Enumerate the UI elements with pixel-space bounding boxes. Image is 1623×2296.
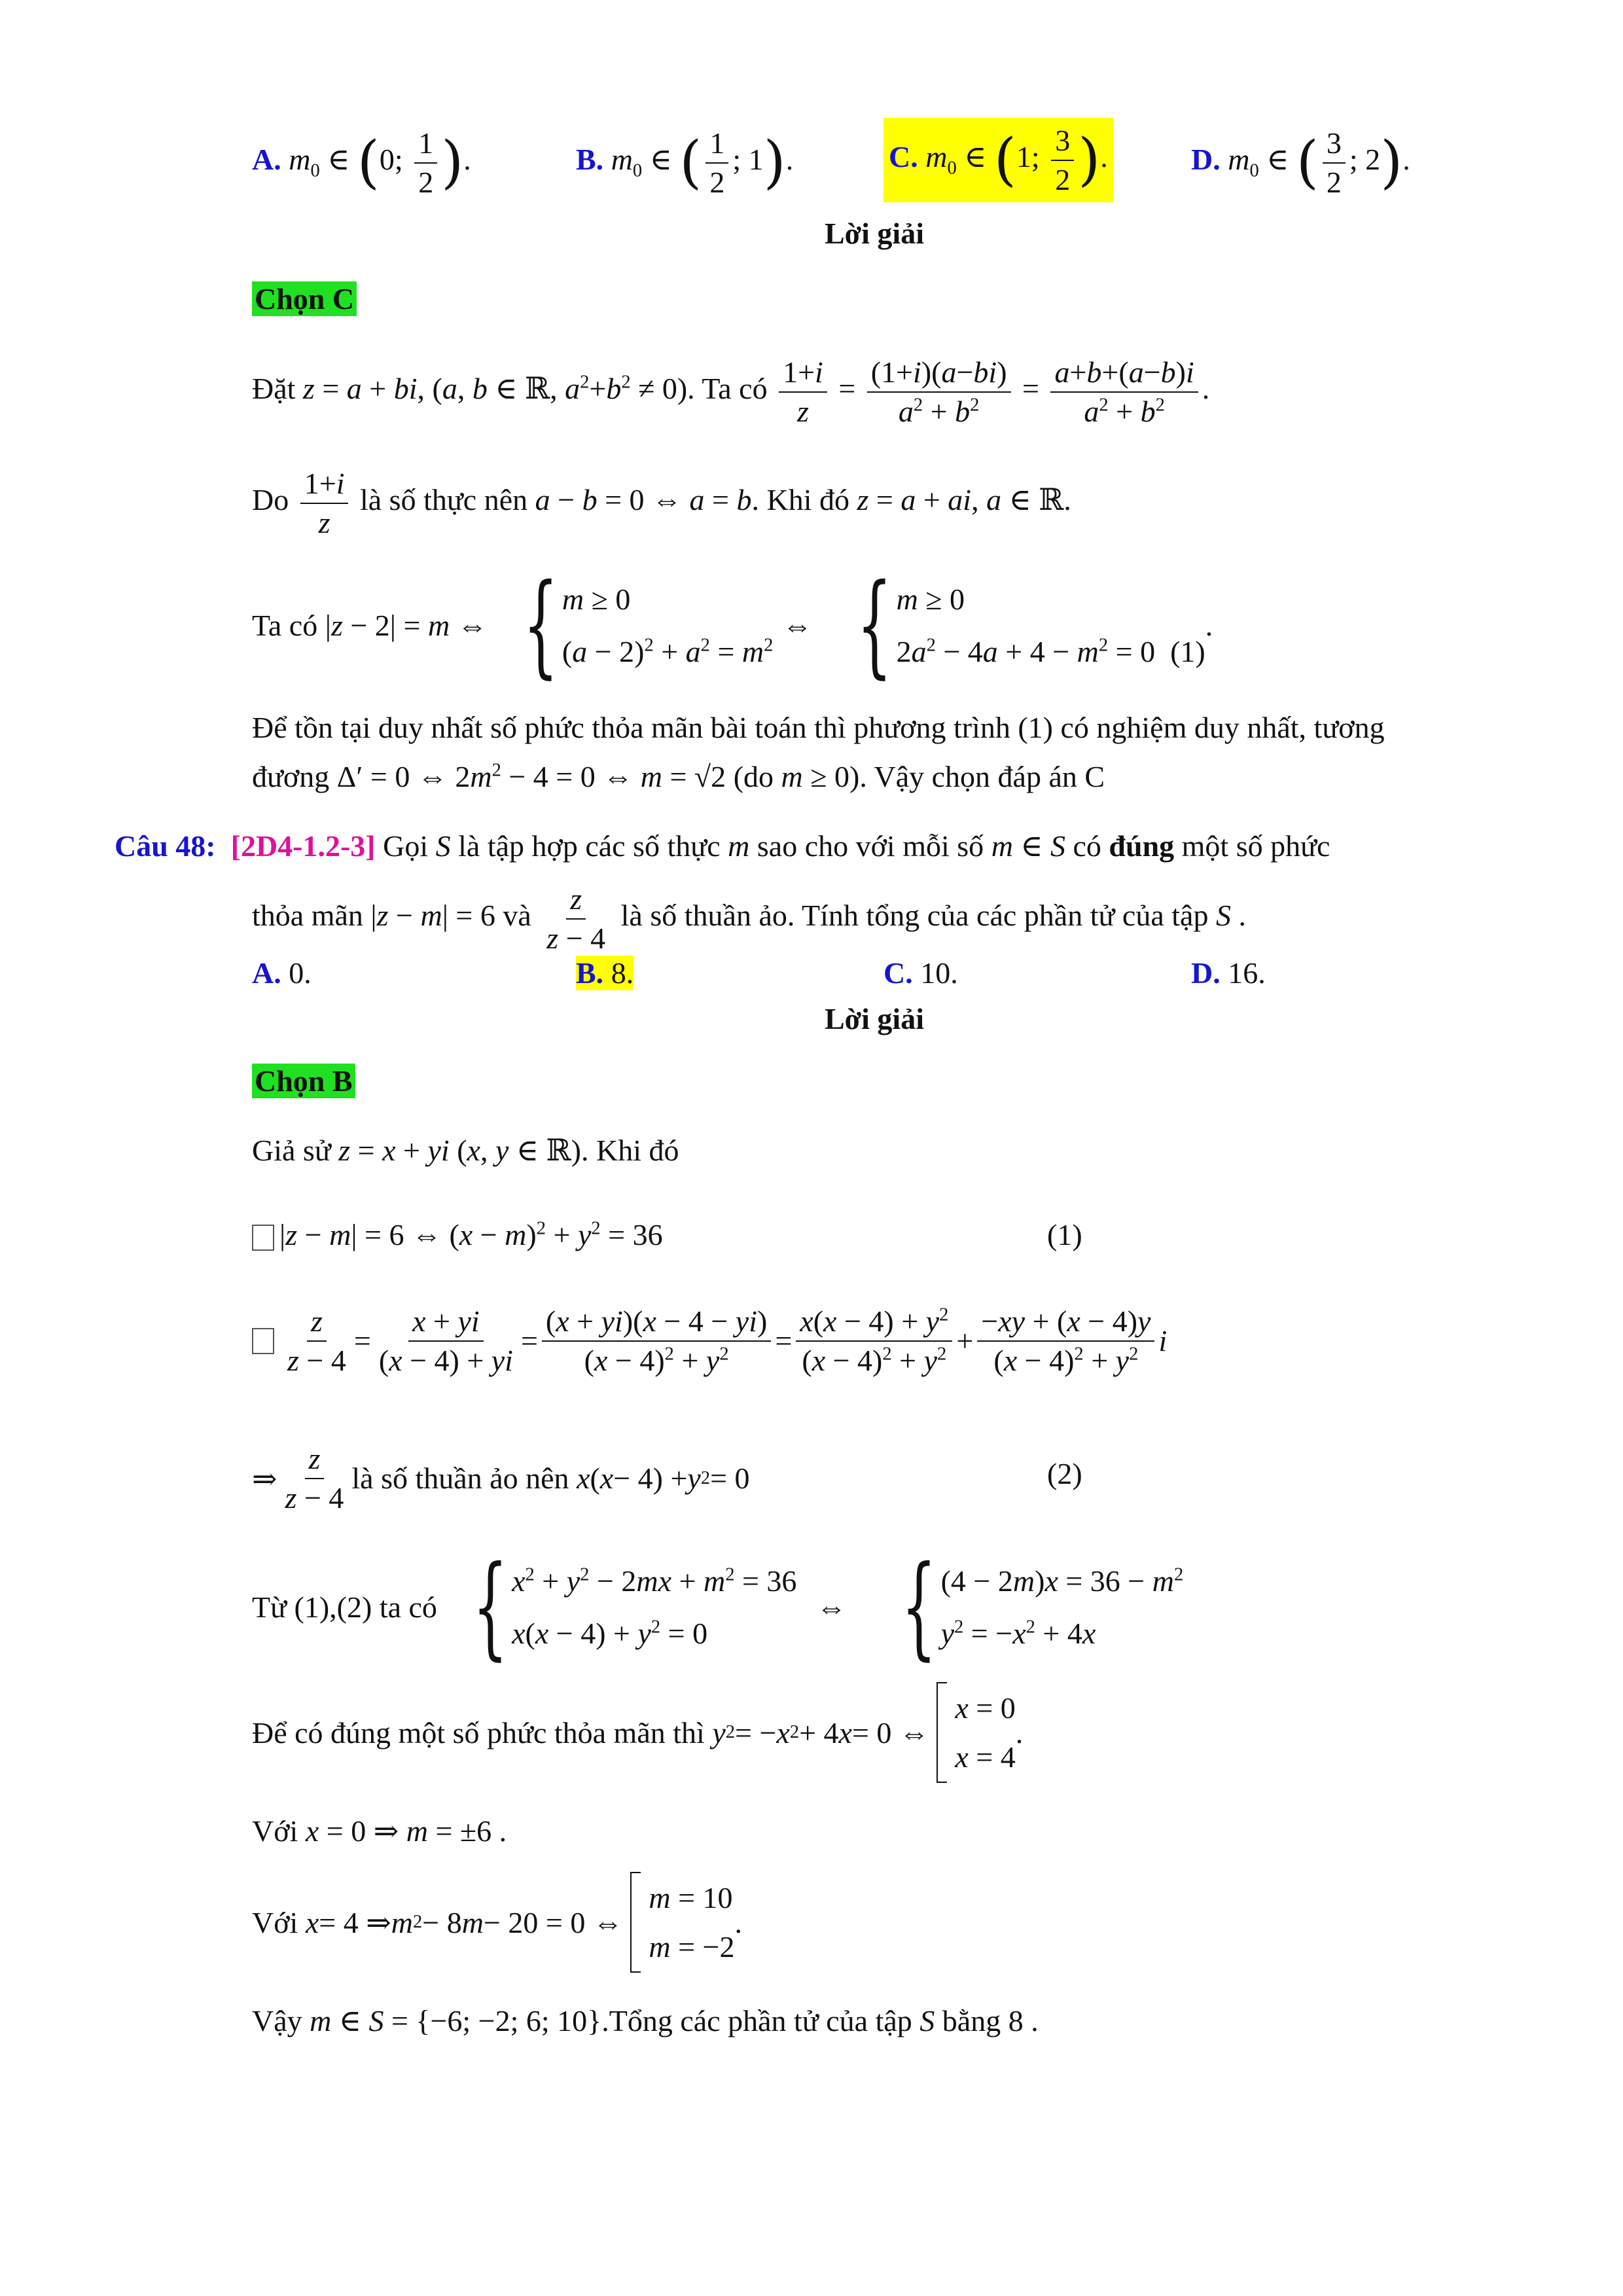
q48-option-d: D. 16. (1191, 956, 1266, 990)
solution-heading-1: Lời giải (825, 217, 924, 250)
question-48-label: Câu 48: (115, 829, 216, 863)
option-a: A. $m_0$ ∈ (0; $\frac{1}{2}$ ). (252, 124, 471, 201)
chon-b-badge: Chọn B (252, 1064, 355, 1098)
solution-heading-2: Lời giải (825, 1002, 924, 1035)
line-voi-x4: Với x = 4 ⇒ m 2 − 8 m − 20 = 0 ⇔ m = 10 m = −2 . (252, 1872, 742, 1973)
eq2-label: (2) (1047, 1457, 1082, 1490)
option-c-label: C. (889, 140, 918, 174)
option-b: B. $m_0$ ∈ ( $\frac{1}{2}$ ; 1). (576, 124, 793, 201)
line-vay: Vậy m ∈ S = {−6; −2; 6; 10}.Tổng các phần tử của tập S bằng 8 . (252, 2004, 1039, 2037)
option-d: D. $m_0$ ∈ ( $\frac{3}{2}$ ; 2). (1191, 124, 1410, 201)
line-eq2: ⇒ $\frac{z}{z - 4}$ là số thuần ảo nên x ( x − 4) + y 2 = 0 (252, 1440, 750, 1516)
option-d-label: D. (1191, 143, 1221, 177)
eq1-label: (1) (1047, 1218, 1082, 1251)
question-48-line1: Câu 48: [2D4-1.2-3] Gọi S là tập hợp các số thực m sao cho với mỗi số m ∈ S có đúng một số phức (115, 829, 1330, 863)
chon-c-badge: Chọn C (252, 281, 357, 316)
line-fraction-expansion: $\frac{z}{z - 4}$ = $\frac{x + yi}{(x - 4) + yi}$ = $\frac{(x + yi)(x - 4 - yi)}{(x - 4)^2 + y^2}$ = $\frac{x(x - 4) + y^2}{(x - 4)^2 + y^2}$ + $\frac{-xy + (x - 4)y}{(x - 4)^2 + y^2}$ i (252, 1302, 1167, 1379)
line-gia-su: Giả sử z = x + yi (x, y ∈ ℝ). Khi đó (252, 1134, 679, 1167)
q48-option-a: A. 0. (252, 956, 312, 990)
option-c-correct: C. $m_0$ ∈ (1; $\frac{3}{2}$ ). (883, 118, 1113, 202)
line-de-co-dung: Để có đúng một số phức thỏa mãn thì y 2 = − x 2 + 4 x = 0 ⇔ x = 0 x = 4 . (252, 1682, 1023, 1783)
option-b-label: B. (576, 143, 604, 177)
line-tuong-duong: đương Δ′ = 0 ⇔ $2m^2 - 4 = 0$ ⇔ m = √2 (do m ≥ 0). Vậy chọn đáp án C (252, 760, 1105, 793)
option-a-label: A. (252, 143, 281, 177)
question-48-code: [2D4-1.2-3] (230, 829, 376, 863)
line-voi-x0: Với x = 0 ⇒ m = ±6 . (252, 1814, 507, 1848)
line-dat: Đặt z = a + bi, (a, b ∈ ℝ, $a^2+b^2 \ne 0$). Ta có $\frac{1+i}{z}$ = $\frac{(1+i)(a-bi)}{a^2 + b^2}$ = $\frac{a+b+(a-b)i}{a^2 + b^2}$ . (252, 353, 1209, 430)
line-de-ton-tai: Để tồn tại duy nhất số phức thỏa mãn bài toán thì phương trình (1) có nghiệm duy nhất, tương (252, 711, 1385, 744)
line-ta-co-system: Ta có |z − 2| = m ⇔ { m ≥ 0 $(a - 2)^2 + a^2 = m^2$ ⇔ { m ≥ 0 $2a^2 - 4a + 4 - m^2 = 0$ (1) . (252, 560, 1213, 690)
question-48-line2: thỏa mãn |z − m| = 6 và $\frac{z}{z - 4}$ là số thuần ảo. Tính tổng của các phần tử của tập S . (252, 880, 1246, 957)
line-tu-system: Từ (1),(2) ta có { $x^2 + y^2 - 2mx + m^2 = 36$ $x(x - 4) + y^2 = 0$ ⇔ { $(4 - 2m)x = 36 - m^2$ $y^2 = -x^2 + 4x$ (252, 1542, 1184, 1672)
line-do: Do $\frac{1+i}{z}$ là số thực nên a − b = 0 ⇔ a = b. Khi đó z = a + ai, a ∈ ℝ. (252, 465, 1071, 541)
line-eq1: |z − m| = 6 ⇔ $(x - m)^2 + y^2 = 36$ (252, 1217, 663, 1252)
q48-option-b-correct: B. 8. (576, 956, 634, 990)
q48-option-c: C. 10. (883, 956, 958, 990)
